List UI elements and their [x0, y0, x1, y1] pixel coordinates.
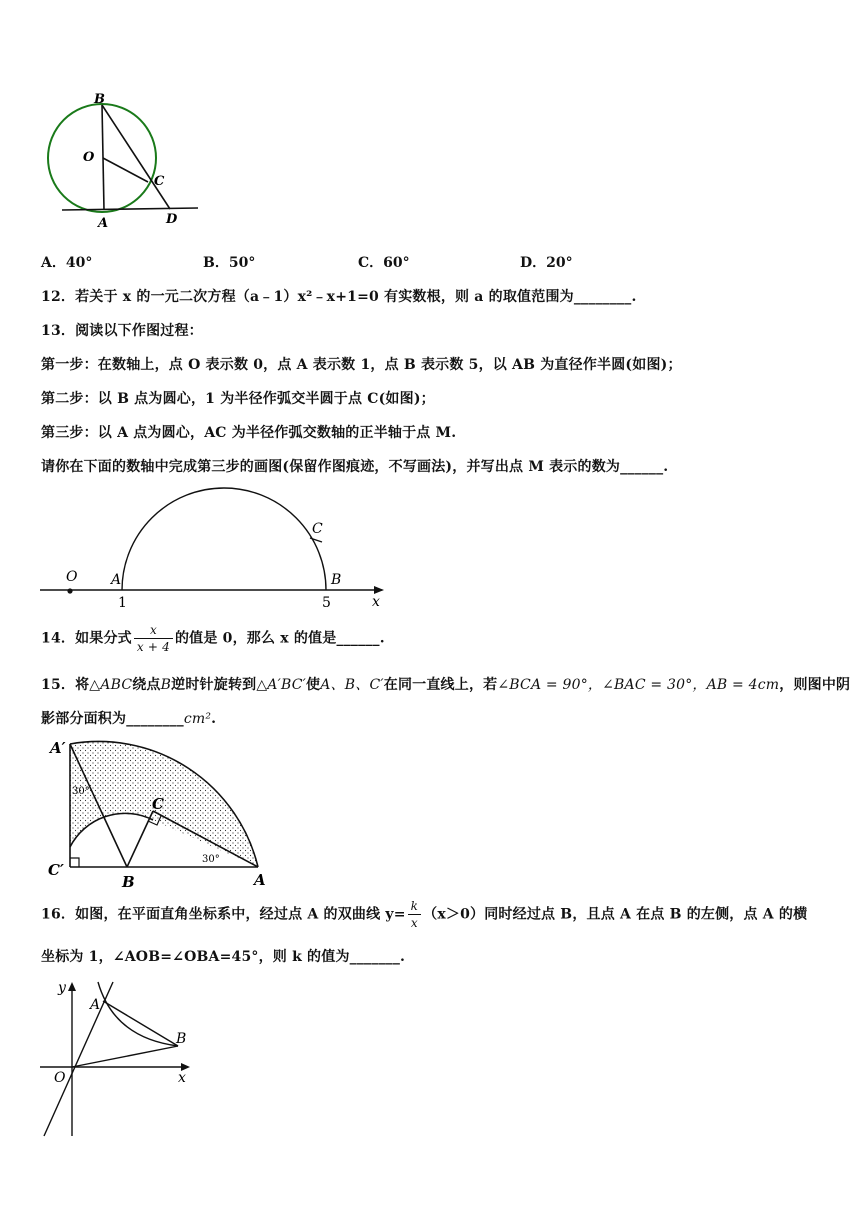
q15-triangle-a1bc1: △A′BC′ — [256, 677, 307, 693]
label-b: B — [176, 1031, 187, 1047]
q15-points: A、B、C′ — [320, 677, 384, 693]
question-13-step1: 第一步：在数轴上，点 O 表示数 0，点 A 表示数 1，点 B 表示数 5，以 AB 为直径作半圆(如图)； — [41, 357, 682, 373]
fraction-denominator: x — [410, 916, 418, 930]
option-b: B．50° — [203, 255, 256, 271]
hyperbola-curve — [98, 982, 178, 1046]
q15-triangle-abc: △ABC — [89, 677, 133, 693]
q16-text-b: （x＞0）同时经过点 B，且点 A 在点 B 的左侧，点 A 的横 — [423, 906, 808, 923]
fraction — [134, 622, 173, 655]
question-13-step3: 第三步：以 A 点为圆心，AC 为半径作弧交数轴的正半轴于点 M. — [41, 425, 457, 441]
fraction-numerator: x — [134, 622, 173, 639]
label-a1: A′ — [50, 739, 66, 757]
q16-text-a: 16．如图，在平面直角坐标系中，经过点 A 的双曲线 y= — [41, 906, 406, 923]
hyperbola-coordinate-figure — [36, 976, 206, 1142]
fraction — [408, 898, 421, 931]
option-c: C．60° — [358, 255, 410, 271]
label-b: B — [122, 873, 135, 890]
tick-label-1: 1 — [118, 595, 127, 611]
q15-text-b: 绕点 — [132, 677, 161, 693]
q15-text-a: 15．将 — [41, 677, 90, 693]
label-a: A — [98, 216, 109, 231]
label-b: B — [94, 92, 105, 107]
fraction-denominator: x + 4 — [136, 640, 170, 654]
fraction-numerator: k — [408, 898, 421, 915]
q15-text-g: 影部分面积为________ — [41, 711, 184, 727]
q15-unit: cm² — [183, 711, 212, 727]
label-c1: C′ — [48, 861, 64, 879]
label-b: B — [331, 572, 342, 588]
line-oa — [44, 982, 113, 1136]
label-d: D — [166, 212, 178, 227]
question-16-line1 — [41, 898, 807, 931]
circle-tangent-figure — [40, 88, 210, 233]
label-o: O — [54, 1070, 66, 1086]
question-15-line1 — [41, 674, 850, 694]
arc-mark-c — [310, 538, 322, 542]
question-14 — [41, 622, 385, 655]
label-c: C — [312, 521, 323, 537]
question-13-step2: 第二步：以 B 点为圆心，1 为半径作弧交半圆于点 C(如图)； — [41, 391, 435, 407]
label-a: A — [90, 997, 101, 1013]
axis-arrow — [374, 586, 384, 594]
line-ab — [103, 1001, 178, 1046]
question-13-task: 请你在下面的数轴中完成第三步的画图(保留作图痕迹，不写画法)，并写出点 M 表示的数为______. — [41, 459, 669, 475]
segment-oc — [103, 158, 148, 182]
rotation-shaded-figure — [44, 734, 276, 890]
right-angle-c1 — [70, 858, 79, 867]
label-x: x — [178, 1070, 186, 1086]
label-y: y — [58, 980, 66, 996]
label-c: C — [154, 174, 165, 189]
question-13-title: 13．阅读以下作图过程： — [41, 323, 203, 339]
question-16-line2: 坐标为 1，∠AOB=∠OBA=45°，则 k 的值为_______. — [41, 949, 406, 965]
label-o: O — [66, 569, 78, 585]
q15-text-h: . — [211, 711, 217, 727]
tick-label-5: 5 — [322, 595, 331, 611]
label-a: A — [254, 871, 266, 889]
q15-text-e: 在同一直线上，若 — [383, 677, 498, 693]
q15-point-b: B — [160, 677, 172, 693]
label-c: C — [152, 795, 164, 813]
question-12: 12．若关于 x 的一元二次方程（a﹣1）x²﹣x+1=0 有实数根，则 a 的取值范围为________. — [41, 289, 637, 305]
q15-text-f: ，则图中阴 — [779, 677, 851, 693]
q14-prefix: 14．如果分式 — [41, 630, 132, 647]
option-a: A．40° — [41, 255, 93, 271]
angle-label-top: 30° — [72, 786, 90, 797]
q15-text-c: 逆时针旋转到 — [171, 677, 257, 693]
label-o: O — [83, 150, 95, 165]
option-d: D．20° — [520, 255, 573, 271]
segment-b-c — [127, 811, 153, 867]
angle-label-bottom: 30° — [202, 854, 220, 865]
number-line-semicircle-figure — [36, 482, 396, 612]
label-x: x — [372, 594, 380, 610]
semicircle — [122, 488, 326, 590]
question-15-line2 — [41, 708, 216, 728]
q15-text-d: 使 — [306, 677, 321, 693]
point-o — [67, 588, 72, 593]
q14-suffix: 的值是 0，那么 x 的值是______. — [174, 630, 385, 647]
line-bd — [102, 105, 170, 209]
line-ob — [72, 1046, 178, 1067]
label-a: A — [111, 572, 122, 588]
q15-condition: ∠BCA = 90°，∠BAC = 30°，AB = 4cm — [497, 677, 780, 693]
y-axis-arrow — [68, 982, 76, 991]
